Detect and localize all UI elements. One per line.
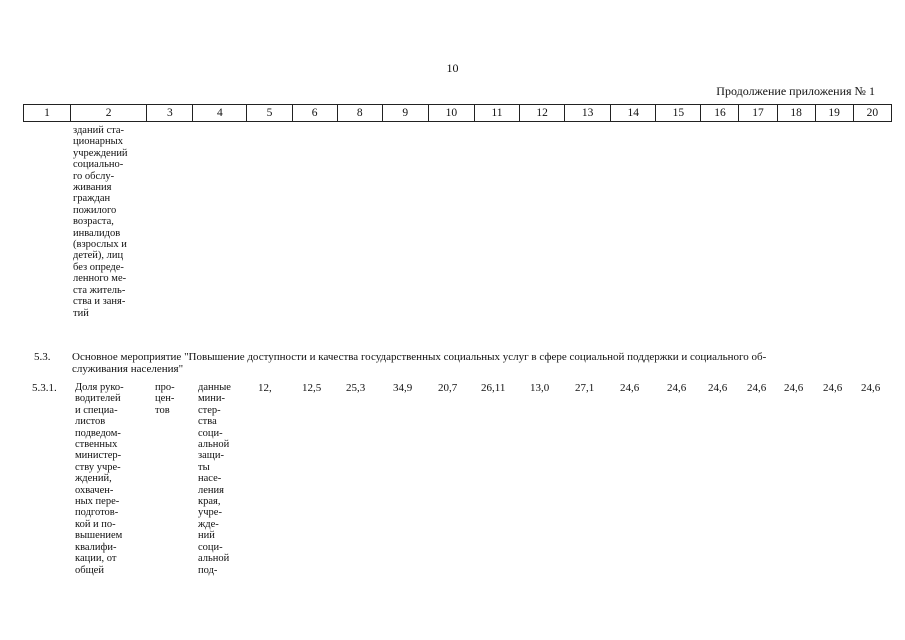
text-line: ства bbox=[198, 416, 217, 428]
section-title-line: Основное мероприятие "Повышение доступности и качества государственных социальных услуг в сфере социальной поддержки и социального об- bbox=[72, 351, 767, 363]
column-number-header bbox=[23, 104, 892, 122]
value-cell: 24,6 bbox=[747, 382, 767, 394]
column-header: 16 bbox=[701, 105, 739, 122]
text-line: учреждений bbox=[73, 147, 128, 159]
text-line: тов bbox=[155, 404, 170, 416]
text-line: подведом- bbox=[75, 427, 121, 439]
text-line: соци- bbox=[198, 541, 223, 553]
continued-row-description bbox=[73, 125, 143, 319]
value-cell: 26,11 bbox=[481, 382, 506, 394]
column-header: 19 bbox=[815, 105, 853, 122]
value-cell: 12,5 bbox=[302, 382, 322, 394]
text-line: возраста, bbox=[73, 216, 114, 228]
column-header: 14 bbox=[611, 105, 656, 122]
value-cell: 24,6 bbox=[620, 382, 640, 394]
page-number: 10 bbox=[446, 61, 459, 75]
text-line: ственных bbox=[75, 439, 118, 451]
text-line: кации, от bbox=[75, 553, 117, 565]
column-header: 15 bbox=[656, 105, 701, 122]
text-line: насе- bbox=[198, 473, 222, 485]
text-line: ста житель- bbox=[73, 284, 126, 296]
column-header: 13 bbox=[565, 105, 611, 122]
text-line: живания bbox=[73, 182, 112, 194]
text-line: инвалидов bbox=[73, 227, 121, 239]
text-line: цен- bbox=[155, 393, 175, 405]
text-line: общей bbox=[75, 564, 104, 576]
text-line: альной bbox=[198, 553, 230, 565]
section-number: 5.3. bbox=[34, 351, 51, 363]
column-header: 18 bbox=[777, 105, 815, 122]
value-cell: 27,1 bbox=[575, 382, 595, 394]
row-unit bbox=[155, 382, 189, 416]
column-header: 8 bbox=[337, 105, 382, 122]
text-line: кой и по- bbox=[75, 518, 116, 530]
text-line: (взрослых и bbox=[73, 239, 127, 251]
text-line: края, bbox=[198, 496, 221, 508]
value-cell: 12, bbox=[258, 382, 272, 394]
value-cell: 24,6 bbox=[861, 382, 881, 394]
text-line: Доля руко- bbox=[75, 382, 124, 393]
section-title bbox=[72, 351, 884, 375]
text-line: учре- bbox=[198, 507, 222, 519]
text-line: без опреде- bbox=[73, 261, 124, 273]
text-line: ждений, bbox=[75, 473, 112, 485]
text-line: охвачен- bbox=[75, 484, 114, 496]
text-line: ты bbox=[198, 461, 210, 473]
column-header: 20 bbox=[853, 105, 891, 122]
text-line: ных пере- bbox=[75, 496, 120, 508]
text-line: го обслу- bbox=[73, 170, 115, 182]
text-line: подготов- bbox=[75, 507, 119, 519]
value-cell: 24,6 bbox=[667, 382, 687, 394]
column-header: 1 bbox=[24, 105, 71, 122]
column-header: 10 bbox=[428, 105, 474, 122]
column-header: 3 bbox=[147, 105, 193, 122]
text-line: ленного ме- bbox=[73, 273, 127, 285]
column-header: 12 bbox=[520, 105, 565, 122]
row-number: 5.3.1. bbox=[32, 382, 57, 394]
column-header: 2 bbox=[71, 105, 147, 122]
text-line: вышением bbox=[75, 530, 123, 542]
column-header: 6 bbox=[292, 105, 337, 122]
text-line: зданий ста- bbox=[73, 125, 124, 136]
value-cell: 13,0 bbox=[530, 382, 550, 394]
value-cell: 24,6 bbox=[708, 382, 728, 394]
column-header: 9 bbox=[382, 105, 428, 122]
text-line: ционарных bbox=[73, 136, 123, 148]
text-line: стер- bbox=[198, 404, 221, 416]
value-cell: 24,6 bbox=[823, 382, 843, 394]
text-line: защи- bbox=[198, 450, 225, 462]
value-cell: 24,6 bbox=[784, 382, 804, 394]
text-line: жде- bbox=[198, 518, 219, 530]
column-header: 5 bbox=[247, 105, 292, 122]
text-line: ству учре- bbox=[75, 461, 121, 473]
column-header: 17 bbox=[739, 105, 777, 122]
text-line: тий bbox=[73, 307, 89, 319]
text-line: квалифи- bbox=[75, 541, 117, 553]
text-line: ления bbox=[198, 484, 224, 496]
row-description bbox=[75, 382, 145, 576]
text-line: пожилого bbox=[73, 204, 117, 216]
column-header: 11 bbox=[474, 105, 519, 122]
text-line: альной bbox=[198, 439, 230, 451]
value-cell: 34,9 bbox=[393, 382, 413, 394]
value-cell: 25,3 bbox=[346, 382, 366, 394]
text-line: мини- bbox=[198, 393, 225, 405]
text-line: про- bbox=[155, 382, 175, 393]
text-line: ний bbox=[198, 530, 215, 542]
text-line: под- bbox=[198, 564, 218, 576]
text-line: водителей bbox=[75, 393, 121, 405]
continuation-label: Продолжение приложения № 1 bbox=[716, 84, 875, 98]
column-header: 4 bbox=[193, 105, 247, 122]
text-line: министер- bbox=[75, 450, 122, 462]
section-title-line: служивания населения" bbox=[72, 363, 184, 375]
text-line: социально- bbox=[73, 159, 124, 171]
text-line: соци- bbox=[198, 427, 223, 439]
text-line: данные bbox=[198, 382, 231, 393]
value-cell: 20,7 bbox=[438, 382, 458, 394]
row-source bbox=[198, 382, 244, 576]
text-line: граждан bbox=[73, 193, 111, 205]
text-line: детей), лиц bbox=[73, 250, 124, 262]
text-line: ства и заня- bbox=[73, 296, 126, 308]
text-line: и специа- bbox=[75, 404, 118, 416]
text-line: листов bbox=[75, 416, 106, 428]
